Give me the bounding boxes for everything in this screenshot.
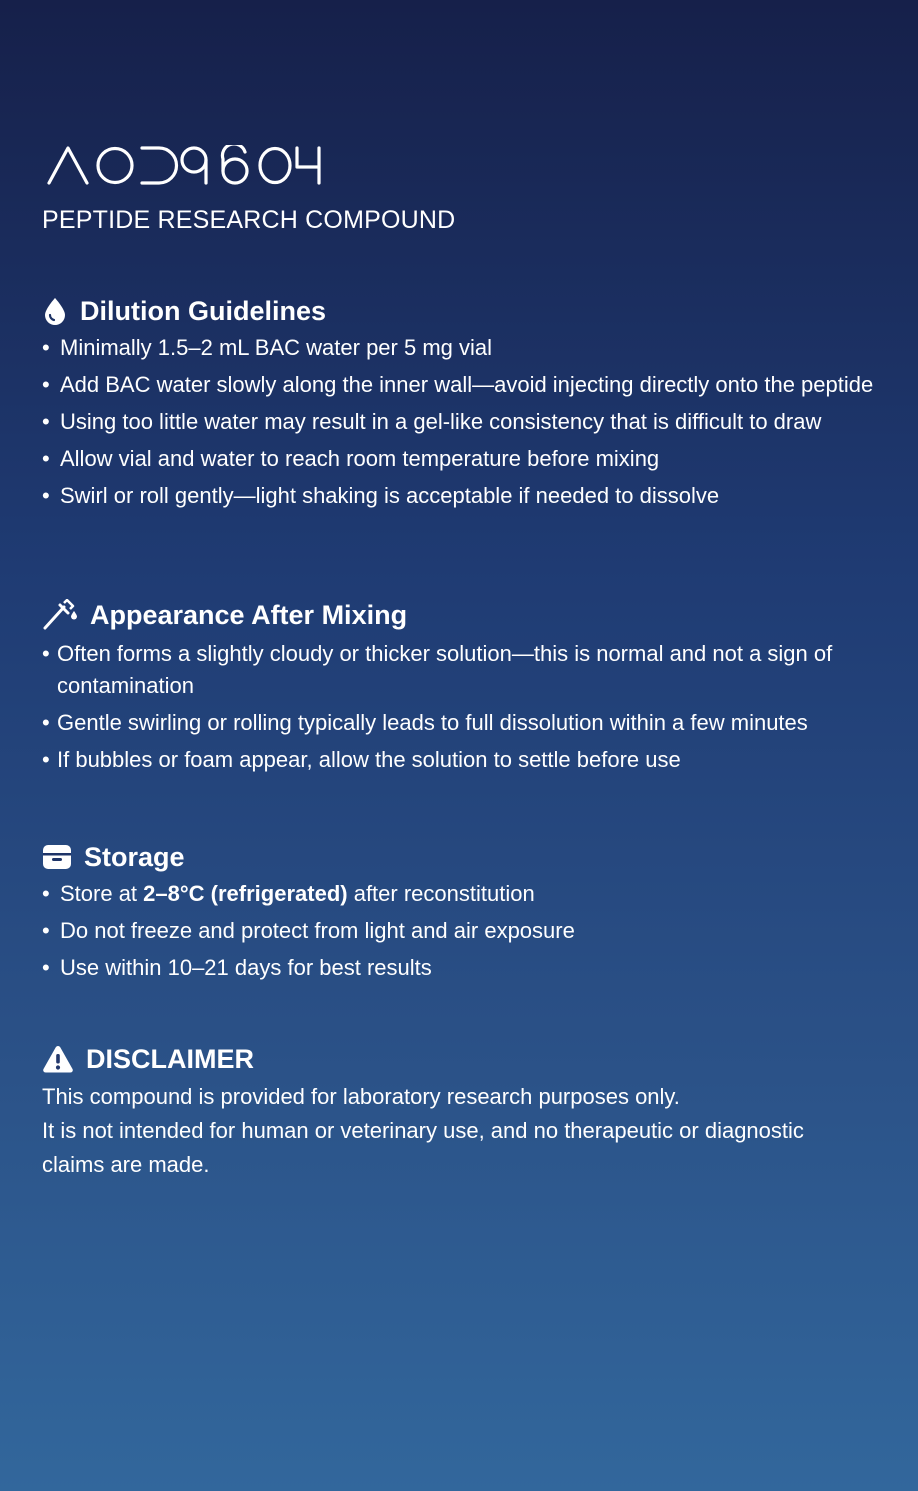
list-item: • Do not freeze and protect from light and air exposure [42,915,878,947]
storage-temperature: 2–8°C (refrigerated) [143,881,348,906]
list-item: • Often forms a slightly cloudy or thicker solution—this is normal and not a sign of contamination [42,638,887,702]
list-item [42,878,878,910]
list-item: • Use within 10–21 days for best results [42,952,878,984]
dilution-heading [42,292,878,330]
storage-item-suffix: after reconstitution [347,881,535,906]
appearance-title: Appearance After Mixing [90,599,408,630]
disclaimer-line-2: It is not intended for human or veterinary use, and no therapeutic or diagnostic claims are made. [42,1118,804,1177]
list-item: • If bubbles or foam appear, allow the solution to settle before use [42,744,887,776]
list-item: • Add BAC water slowly along the inner wall—avoid injecting directly onto the peptide [42,369,880,401]
dilution-section [42,292,878,517]
disclaimer-title: DISCLAIMER [86,1043,254,1074]
appearance-list [42,638,878,776]
storage-item-prefix: Store at [60,881,144,906]
list-item: • Gentle swirling or rolling typically leads to full dissolution within a few minutes [42,707,887,739]
list-item: • Minimally 1.5–2 mL BAC water per 5 mg vial [42,332,880,364]
page-subtitle: PEPTIDE RESEARCH COMPOUND [42,206,456,234]
list-item: • Allow vial and water to reach room temperature before mixing [42,443,880,475]
dilution-title: Dilution Guidelines [80,295,327,326]
list-item: • Using too little water may result in a gel-like consistency that is difficult to draw [42,406,880,438]
dilution-list [42,332,878,512]
appearance-section [42,596,878,781]
disclaimer-heading [42,1040,878,1078]
storage-heading [42,838,878,876]
storage-title: Storage [84,841,185,872]
disclaimer-line-1: This compound is provided for laboratory research purposes only. [42,1084,680,1109]
product-logo [47,145,322,185]
storage-section [42,838,878,989]
appearance-heading [42,596,878,634]
warning-icon [42,1044,74,1074]
droplet-icon [42,296,68,326]
storage-list [42,878,878,984]
list-item: • Swirl or roll gently—light shaking is acceptable if needed to dissolve [42,480,880,512]
storage-box-icon [42,842,72,872]
disclaimer-section [42,1040,878,1182]
disclaimer-body [42,1080,862,1182]
pipette-icon [42,600,78,630]
